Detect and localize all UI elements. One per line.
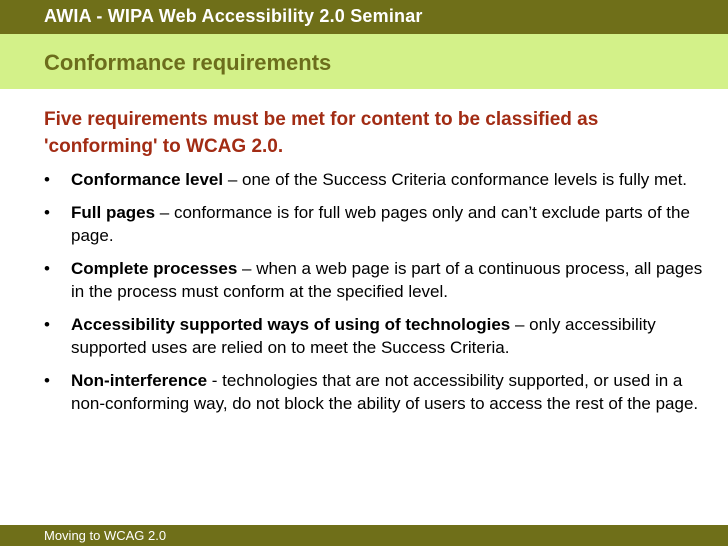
bullet-icon: • (44, 371, 50, 390)
bullet-icon: • (44, 315, 50, 334)
requirement-description: - technologies that are not accessibility supported, or used in a non-conforming way, do not block the ability of users to access the rest of the page. (71, 371, 699, 413)
intro-text: Five requirements must be met for content to be classified as 'conforming' to WCAG 2.0. (44, 109, 599, 157)
bullet-icon: • (44, 203, 50, 222)
requirement-term: Conformance level (71, 170, 224, 189)
requirement-description: – conformance is for full web pages only and can’t exclude parts of the page. (71, 203, 690, 245)
bullet-icon: • (44, 259, 50, 278)
requirement-description: – one of the Success Criteria conformance levels is fully met. (223, 170, 688, 189)
requirement-term: Full pages (71, 203, 156, 222)
list-item (44, 369, 714, 415)
requirement-term: Complete processes (71, 259, 238, 278)
requirement-term: Accessibility supported ways of using of technologies (71, 315, 511, 334)
requirement-description: – when a web page is part of a continuous process, all pages in the process must conform at the specified level. (71, 259, 703, 301)
list-item (44, 201, 714, 247)
requirements-list (44, 168, 714, 415)
slide-heading: Conformance requirements (44, 50, 332, 75)
footer-bar (0, 525, 728, 546)
list-item (44, 313, 714, 359)
bullet-icon: • (44, 170, 50, 189)
footer-text: Moving to WCAG 2.0 (44, 528, 167, 543)
slide-content (44, 106, 714, 425)
requirement-description: – only accessibility supported uses are relied on to meet the Success Criteria. (71, 315, 656, 357)
list-item (44, 168, 714, 191)
section-heading-bar (0, 34, 728, 89)
seminar-title: AWIA - WIPA Web Accessibility 2.0 Seminar (44, 6, 423, 26)
list-item (44, 257, 714, 303)
top-title-bar (0, 0, 728, 34)
requirement-term: Non-interference (71, 371, 208, 390)
